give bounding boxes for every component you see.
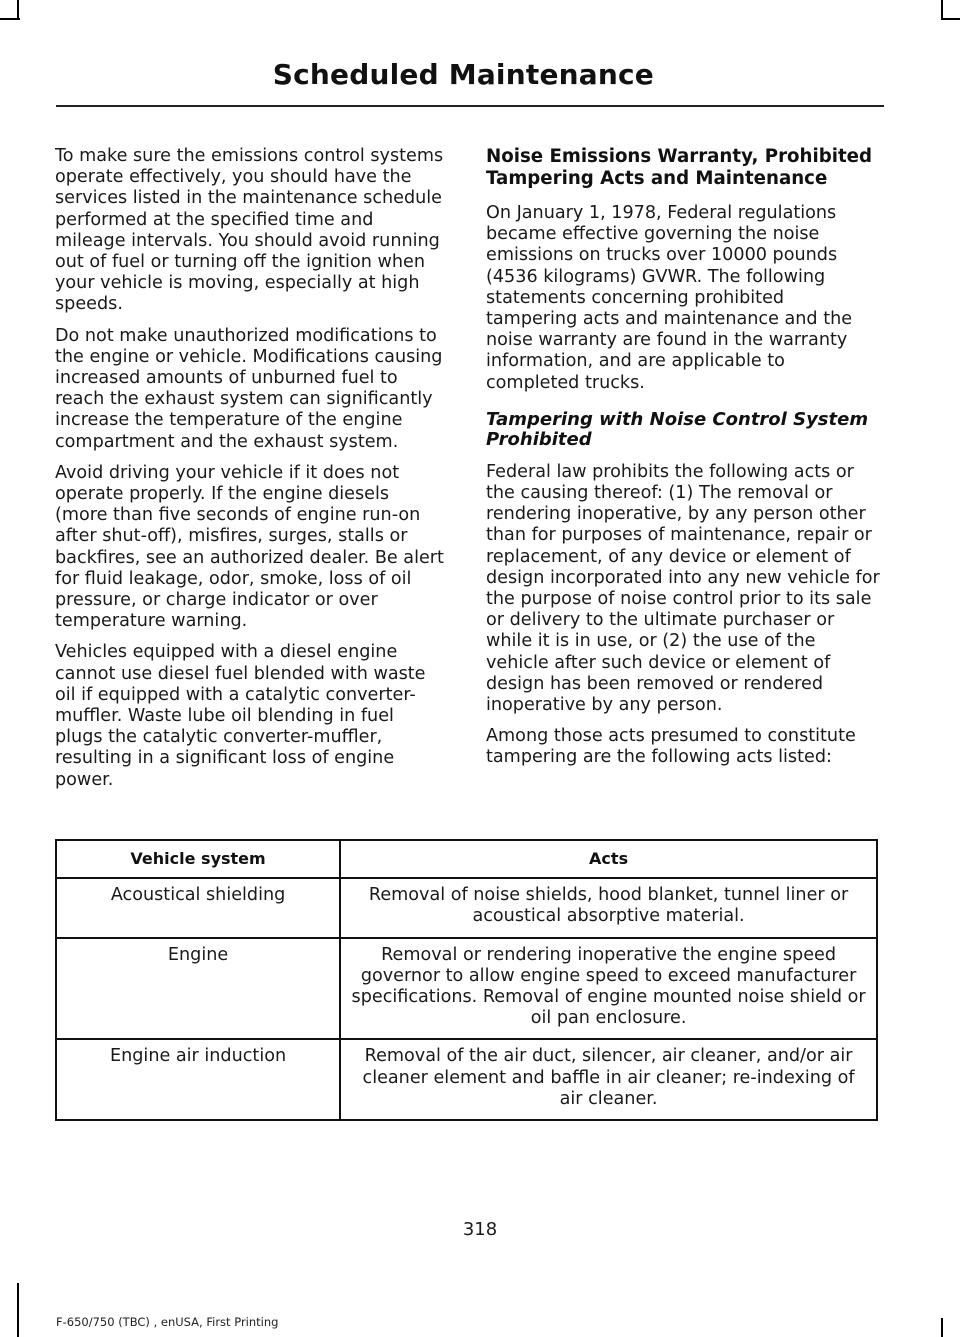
publication-footer: F-650/750 (TBC) , enUSA, First Printing	[56, 1315, 279, 1329]
crop-mark-bottom-right	[941, 1318, 943, 1337]
table-header-row	[56, 840, 877, 878]
paragraph-diesel-waste-oil: Vehicles equipped with a diesel engine cannot use diesel fuel blended with waste oil if equipped with a catalytic converter-muffler. Waste lube oil blending in fuel plugs the catalytic converter-muffler, resulting in a significant loss of engine power.	[55, 642, 426, 790]
column-header-vehicle-system: Vehicle system	[56, 840, 340, 878]
section-heading-noise-warranty: Noise Emissions Warranty, Prohibited Tampering Acts and Maintenance	[486, 146, 873, 189]
acts-cell: Removal of noise shields, hood blanket, tunnel liner or acoustical absorptive material.	[340, 878, 877, 937]
page-number: 318	[462, 1219, 498, 1240]
table-row	[56, 938, 877, 1040]
right-column	[486, 146, 880, 779]
paragraph-avoid-driving: Avoid driving your vehicle if it does not operate properly. If the engine diesels (more than five seconds of engine run-on after shut-off), misfires, surges, stalls or backfires, see an authorized dealer. Be alert for fluid leakage, odor, smoke, loss of oil pressure, or charge indicator or over temperature warning.	[55, 462, 444, 632]
vehicle-system-cell: Engine air induction	[56, 1039, 340, 1120]
page-title: Scheduled Maintenance	[272, 58, 654, 91]
acts-cell: Removal or rendering inoperative the engine speed governor to allow engine speed to exceed manufacturer specifications. Removal of engine mounted noise shield or oil pan enclosure.	[340, 938, 877, 1040]
paragraph-federal-law: Federal law prohibits the following acts or the causing thereof: (1) The removal or rendering inoperative, by any person other than for purposes of maintenance, repair or replacement, of any device or element of design incorporated into any new vehicle for the purpose of noise control prior to its sale or delivery to the ultimate purchaser or while it is in use, or (2) the use of the vehicle after such device or element of design has been removed or rendered inoperative by any person.	[486, 461, 880, 716]
vehicle-system-cell: Engine	[56, 938, 340, 1040]
column-header-acts: Acts	[340, 840, 877, 878]
table-row	[56, 878, 877, 937]
left-column	[55, 146, 447, 801]
paragraph-acts-presumed: Among those acts presumed to constitute tampering are the following acts listed:	[486, 726, 856, 768]
crop-mark-top-left-horizontal	[0, 18, 20, 20]
paragraph-unauthorized-modifications: Do not make unauthorized modifications to the engine or vehicle. Modifications causing increased amounts of unburned fuel to reach the exhaust system can significantly increase the temperature of the engine compartment and the exhaust system.	[55, 325, 443, 452]
paragraph-federal-regulations: On January 1, 1978, Federal regulations became effective governing the noise emissions on trucks over 10000 pounds (4536 kilograms) GVWR. The following statements concerning prohibited tampering acts and maintenance and the noise warranty are found in the warranty information, and are applicable to completed trucks.	[486, 203, 853, 393]
crop-mark-top-left-vertical	[17, 0, 19, 20]
crop-mark-bottom-left	[17, 1283, 19, 1337]
vehicle-system-cell: Acoustical shielding	[56, 878, 340, 937]
tampering-acts-table	[55, 839, 878, 1121]
table-row	[56, 1039, 877, 1120]
subheading-tampering-prohibited: Tampering with Noise Control System Prohibited	[486, 408, 869, 450]
header-rule	[56, 105, 884, 107]
crop-mark-top-right-vertical	[941, 0, 943, 20]
crop-mark-top-right-horizontal	[941, 18, 960, 20]
acts-cell: Removal of the air duct, silencer, air cleaner, and/or air cleaner element and baffle in air cleaner; re-indexing of air cleaner.	[340, 1039, 877, 1120]
paragraph-emissions-control: To make sure the emissions control systems operate effectively, you should have the services listed in the maintenance schedule performed at the specified time and mileage intervals. You should avoid running out of fuel or turning off the ignition when your vehicle is moving, especially at high speeds.	[55, 146, 444, 315]
